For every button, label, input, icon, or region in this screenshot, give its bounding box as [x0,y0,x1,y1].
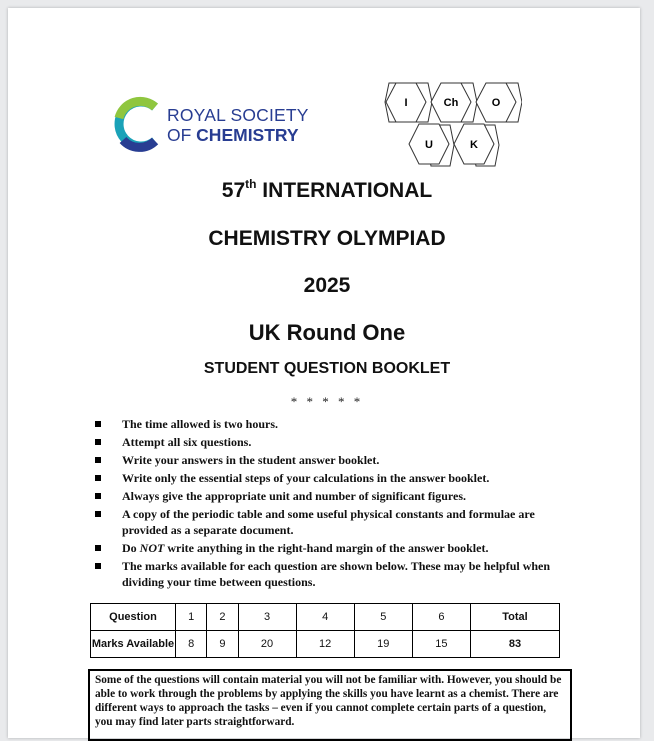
table-row-marks [91,631,560,658]
table-row-questions [91,604,560,631]
rsc-logo-text [167,105,309,145]
rsc-logo-line2 [167,125,309,145]
notice-box: Some of the questions will contain material you will not be familiar with. However, you should be able to work through the problems by applying the skills you have learnt as a chemist. There are different ways to approach the tasks – even if you cannot complete certain parts of a question, you may find later parts straightforward. [88,669,572,741]
icho-letter-k: K [470,139,478,151]
table-header-total: Total [471,604,560,631]
table-cell-question: 4 [296,604,354,631]
title-ordinal-number: 57 [221,179,246,202]
icho-letter-o: O [491,97,501,109]
bullet-square-icon [95,475,101,481]
rsc-logo-line1: ROYAL SOCIETY [167,105,309,125]
rsc-logo-of: OF [167,125,197,145]
rsc-logo-mark-icon [111,94,163,154]
table-cell-marks: 19 [354,631,412,658]
table-cell-question: 2 [207,604,238,631]
instruction-item: Write your answers in the student answer booklet. [95,452,565,468]
instruction-item: The time allowed is two hours. [95,416,565,432]
table-cell-marks: 15 [412,631,470,658]
icho-letter-ch: Ch [443,97,459,109]
table-cell-total: 83 [471,631,560,658]
bullet-square-icon [95,493,101,499]
separator-stars: * * * * * [290,394,364,409]
bullet-square-icon [95,439,101,445]
title-line-booklet: STUDENT QUESTION BOOKLET [203,360,451,377]
table-cell-question: 5 [354,604,412,631]
bullet-square-icon [95,457,101,463]
title-line-olympiad: CHEMISTRY OLYMPIAD [208,227,446,250]
instruction-item: The marks available for each question are shown below. These may be helpful when dividing your time between questions. [95,558,565,590]
document-page [8,8,640,738]
table-cell-marks: 9 [207,631,238,658]
bullet-square-icon [95,511,101,517]
title-ordinal-suffix: th [245,177,257,191]
rsc-logo [111,94,326,154]
table-cell-marks: 20 [238,631,296,658]
instructions-list [95,416,565,592]
table-cell-marks: 8 [176,631,207,658]
table-cell-question: 3 [238,604,296,631]
instruction-item: Attempt all six questions. [95,434,565,450]
rsc-logo-chemistry: CHEMISTRY [196,125,299,145]
instruction-item: Write only the essential steps of your calculations in the answer booklet. [95,470,565,486]
bullet-square-icon [95,545,101,551]
title-line-year: 2025 [303,274,351,297]
icho-letter-i: I [404,97,408,109]
marks-table [90,603,560,658]
table-header-question: Question [91,604,176,631]
title-international: INTERNATIONAL [256,179,433,202]
icho-letter-u: U [425,139,433,151]
table-cell-question: 1 [176,604,207,631]
table-header-marks: Marks Available [91,631,176,658]
title-line-round: UK Round One [248,320,406,345]
icho-uk-hexagon-logo [384,82,522,168]
title-line-international [0,179,654,203]
bullet-square-icon [95,563,101,569]
table-cell-question: 6 [412,604,470,631]
bullet-square-icon [95,421,101,427]
table-cell-marks: 12 [296,631,354,658]
instruction-item: A copy of the periodic table and some useful physical constants and formulae are provided as a separate document. [95,506,565,538]
instruction-item: Do NOT write anything in the right-hand margin of the answer booklet. [95,540,565,556]
instruction-item: Always give the appropriate unit and number of significant figures. [95,488,565,504]
